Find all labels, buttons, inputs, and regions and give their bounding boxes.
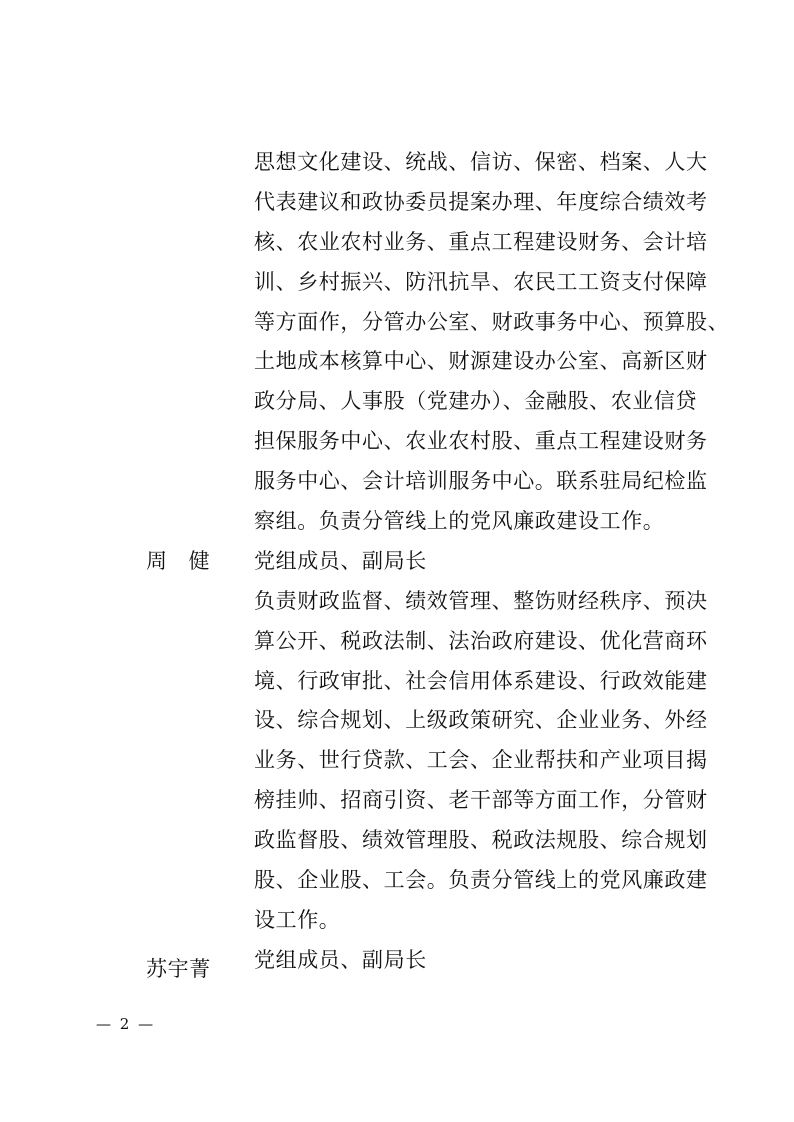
duty-line: 股、企业股、工会。负责分管线上的党风廉政建 [254,868,708,893]
duty-line: 政监督股、绩效管理股、税政法规股、综合规划 [254,828,708,853]
page-number: — 2 — [96,1015,156,1033]
document-body [254,143,730,981]
text-line: 代表建议和政协委员提案办理、年度综合绩效考 [254,189,708,214]
duty-line: 负责财政监督、绩效管理、整饬财经秩序、预决 [254,588,708,613]
text-line: 核、农业农村业务、重点工程建设财务、会计培 [254,229,708,254]
official-name-zhou [146,542,210,582]
official-name-part: 周 [146,549,168,573]
text-line: 察组。负责分管线上的党风廉政建设工作。 [254,509,665,534]
duty-line: 榜挂帅、招商引资、老干部等方面工作，分管财 [254,788,708,813]
duty-line: 设、综合规划、上级政策研究、企业业务、外经 [254,708,708,733]
text-line: 服务中心、会计培训服务中心。联系驻局纪检监 [254,469,708,494]
text-line: 土地成本核算中心、财源建设办公室、高新区财 [254,349,708,374]
official-name-part: 健 [188,549,211,573]
text-line: 担保服务中心、农业农村股、重点工程建设财务 [254,429,708,454]
text-line: 训、乡村振兴、防汛抗旱、农民工工资支付保障 [254,269,708,294]
duty-line: 境、行政审批、社会信用体系建设、行政效能建 [254,668,708,693]
duty-line: 设工作。 [254,907,341,932]
text-line: 思想文化建设、统战、信访、保密、档案、人大 [254,150,708,174]
text-line: 政分局、人事股（党建办）、金融股、农业信贷 [254,389,698,414]
text-line: 等方面作，分管办公室、财政事务中心、预算股、 [254,309,730,334]
duty-line: 算公开、税政法制、法治政府建设、优化营商环 [254,628,708,653]
official-title: 党组成员、副局长 [254,548,427,573]
duty-line: 业务、世行贷款、工会、企业帮扶和产业项目揭 [254,748,708,773]
official-title: 党组成员、副局长 [254,947,427,972]
official-name-su: 苏宇菁 [146,957,211,981]
